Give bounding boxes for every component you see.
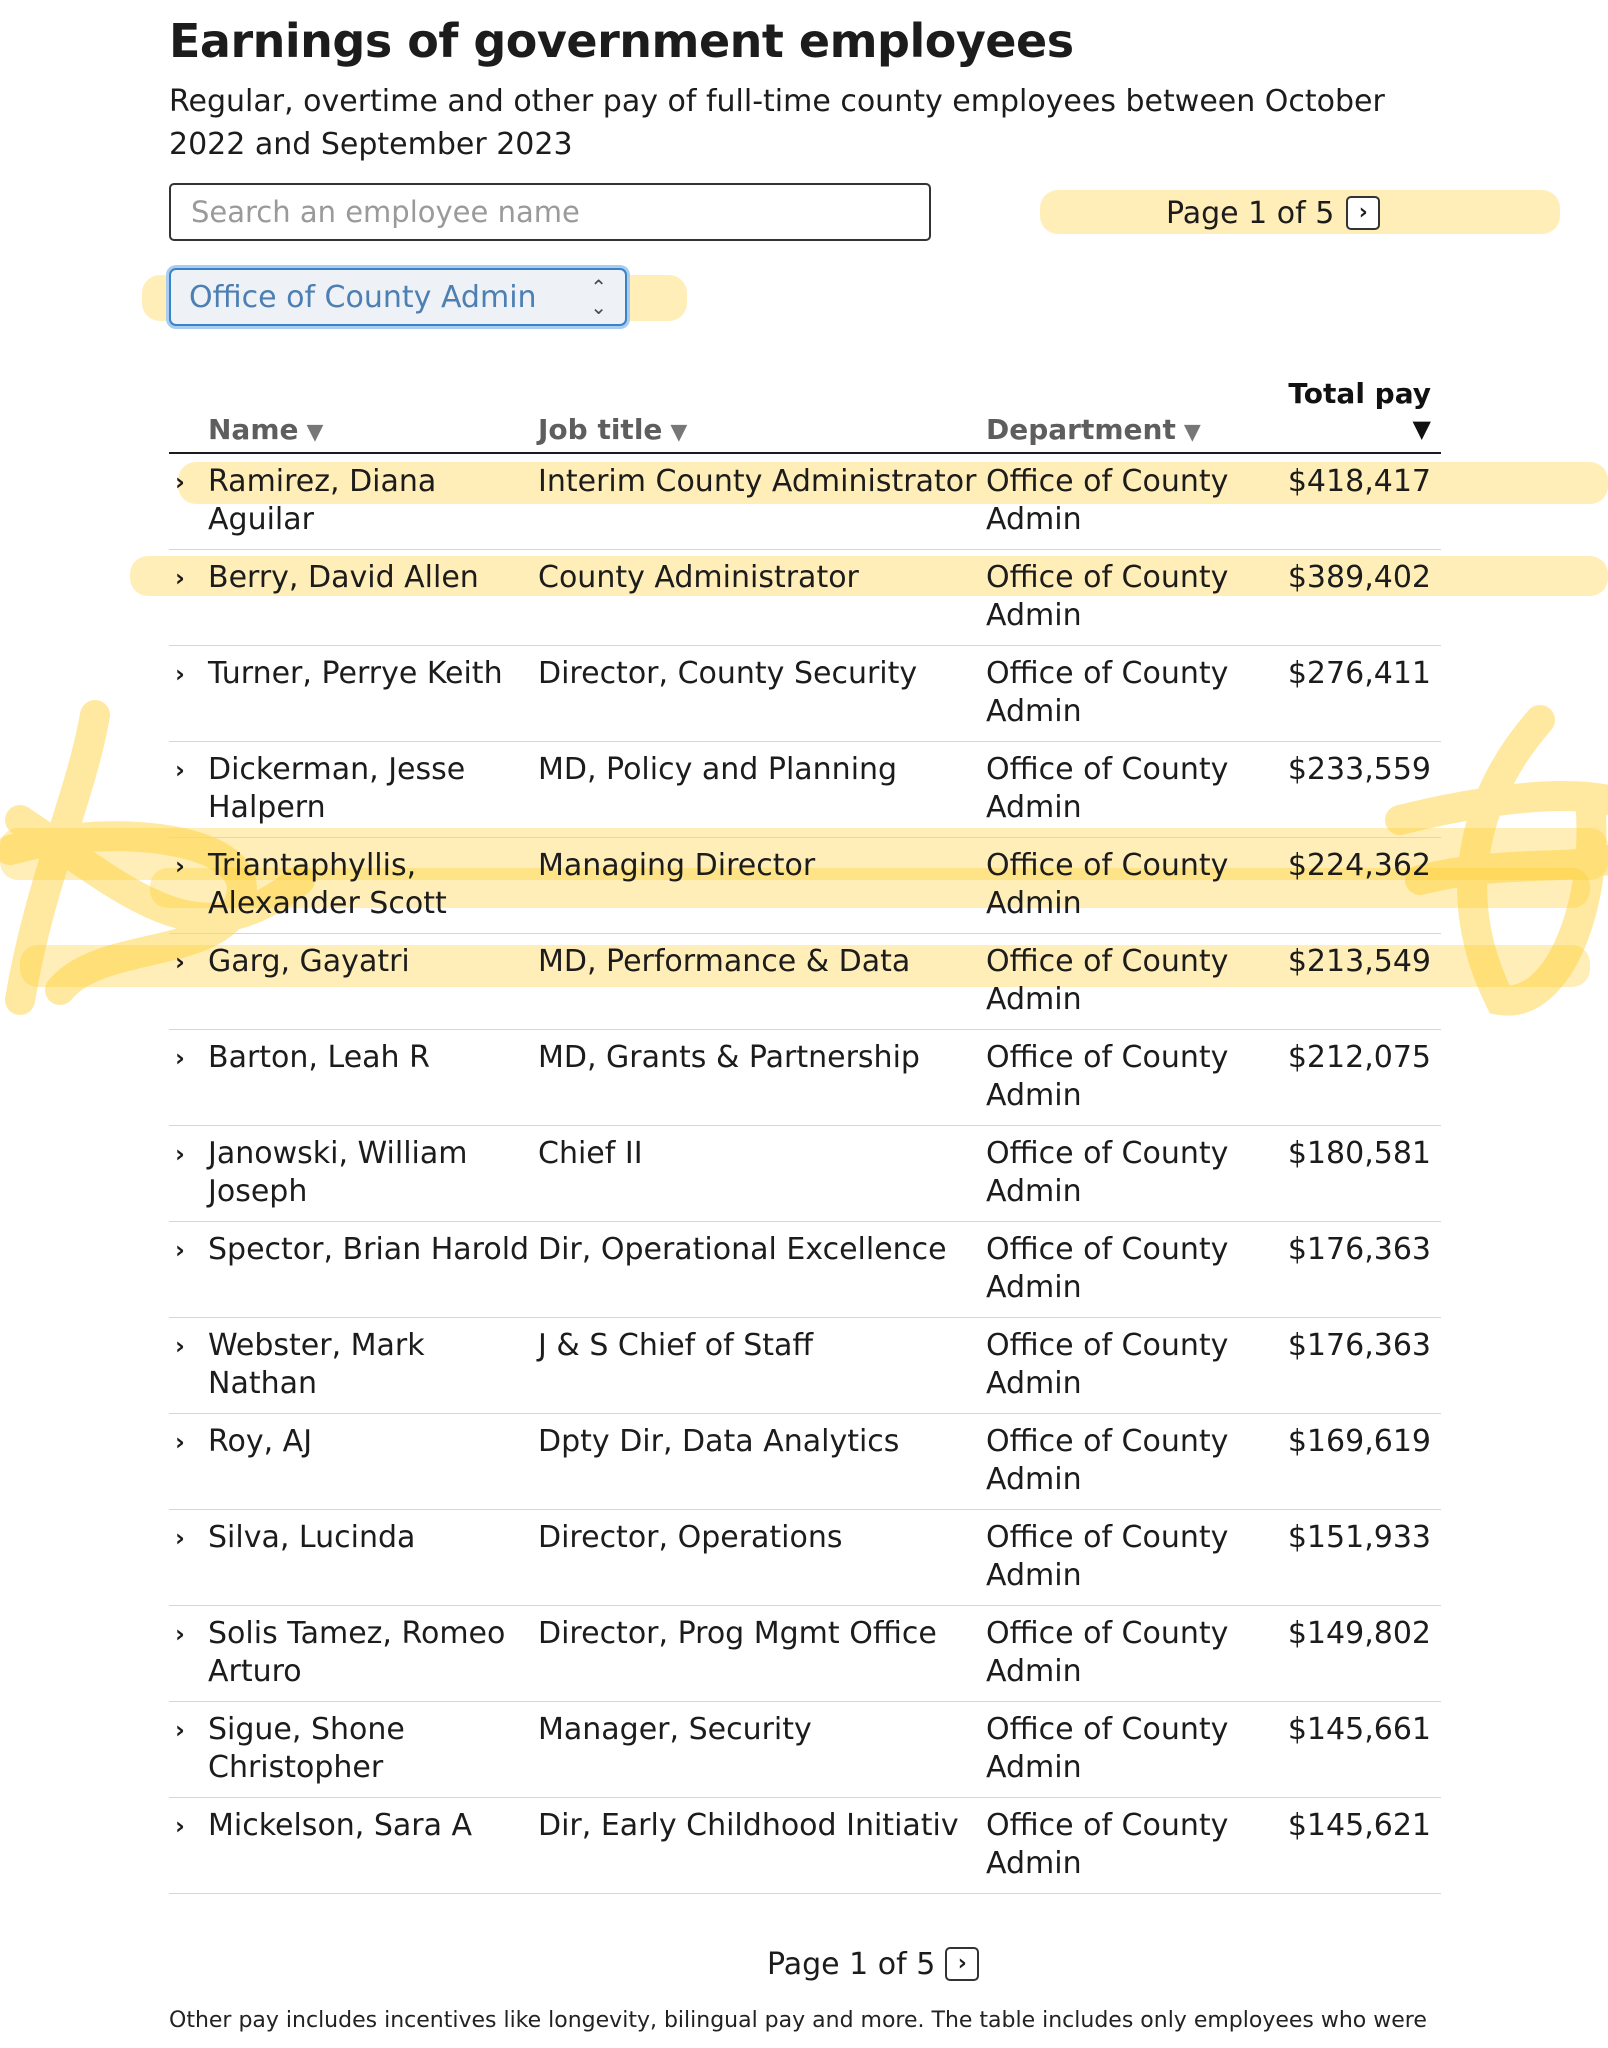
cell-department: Office of County Admin [986, 645, 1281, 741]
cell-name [169, 837, 538, 933]
column-header-department[interactable]: Department ▼ [986, 350, 1281, 453]
cell-total-pay: $145,661 [1281, 1701, 1441, 1797]
chevron-right-icon[interactable]: › [175, 1235, 185, 1264]
cell-job-title: MD, Performance & Data [538, 933, 986, 1029]
cell-name [169, 933, 538, 1029]
cell-total-pay: $276,411 [1281, 645, 1441, 741]
next-page-button[interactable] [1346, 196, 1380, 230]
employee-name: Dickerman, Jesse Halpern [208, 751, 466, 825]
chevron-right-icon: › [1358, 200, 1368, 225]
chevron-right-icon[interactable]: › [175, 1139, 185, 1168]
cell-department: Office of County Admin [986, 1221, 1281, 1317]
page-title: Earnings of government employees [169, 14, 1074, 68]
up-down-chevron-icon: ⌃ ⌄ [590, 275, 607, 319]
cell-department: Office of County Admin [986, 1797, 1281, 1893]
chevron-right-icon[interactable]: › [175, 1619, 185, 1648]
cell-department: Office of County Admin [986, 1413, 1281, 1509]
footnote: Other pay includes incentives like longevity, bilingual pay and more. The table includes only employees who were [169, 2008, 1427, 2033]
cell-job-title: Managing Director [538, 837, 986, 933]
chevron-right-icon[interactable]: › [175, 1331, 185, 1360]
cell-department: Office of County Admin [986, 1317, 1281, 1413]
cell-job-title: Director, County Security [538, 645, 986, 741]
cell-department: Office of County Admin [986, 837, 1281, 933]
employee-name: Silva, Lucinda [208, 1519, 416, 1555]
chevron-right-icon[interactable]: › [175, 1715, 185, 1744]
page-indicator: Page 1 of 5 [767, 1946, 936, 1982]
cell-total-pay: $389,402 [1281, 549, 1441, 645]
cell-name [169, 1125, 538, 1221]
page-indicator: Page 1 of 5 [1166, 195, 1335, 231]
chevron-right-icon[interactable]: › [175, 659, 185, 688]
cell-department: Office of County Admin [986, 1605, 1281, 1701]
earnings-table [169, 350, 1441, 1894]
column-header-job-title[interactable]: Job title ▼ [538, 350, 986, 453]
cell-total-pay: $176,363 [1281, 1317, 1441, 1413]
table-row[interactable] [169, 1509, 1441, 1605]
chevron-right-icon[interactable]: › [175, 1043, 185, 1072]
cell-total-pay: $145,621 [1281, 1797, 1441, 1893]
cell-total-pay: $176,363 [1281, 1221, 1441, 1317]
table-row[interactable] [169, 837, 1441, 933]
cell-name [169, 1221, 538, 1317]
cell-name [169, 1701, 538, 1797]
table-row[interactable] [169, 1797, 1441, 1893]
page-subtitle: Regular, overtime and other pay of full-time county employees between October 2022 and September 2023 [169, 84, 1385, 162]
cell-job-title: Manager, Security [538, 1701, 986, 1797]
chevron-right-icon[interactable]: › [175, 755, 185, 784]
table-row[interactable] [169, 1221, 1441, 1317]
chevron-right-icon[interactable]: › [175, 563, 185, 592]
cell-job-title: Dir, Operational Excellence [538, 1221, 986, 1317]
cell-department: Office of County Admin [986, 1125, 1281, 1221]
cell-total-pay: $233,559 [1281, 741, 1441, 837]
cell-department: Office of County Admin [986, 741, 1281, 837]
cell-job-title: Interim County Administrator [538, 453, 986, 549]
chevron-right-icon[interactable]: › [175, 468, 185, 496]
cell-job-title: Director, Operations [538, 1509, 986, 1605]
column-header-total-pay[interactable]: Total pay ▼ [1281, 350, 1441, 453]
table-row[interactable] [169, 1605, 1441, 1701]
cell-department: Office of County Admin [986, 1509, 1281, 1605]
cell-total-pay: $418,417 [1281, 453, 1441, 549]
cell-name [169, 549, 538, 645]
table-body [169, 453, 1441, 1893]
employee-name: Barton, Leah R [208, 1039, 430, 1075]
chevron-right-icon[interactable]: › [175, 947, 185, 976]
employee-name: Janowski, William Joseph [208, 1135, 468, 1209]
department-select[interactable] [169, 268, 627, 326]
employee-name: Spector, Brian Harold [208, 1231, 530, 1267]
employee-name: Webster, Mark Nathan [208, 1327, 425, 1401]
table-row[interactable] [169, 549, 1441, 645]
cell-total-pay: $149,802 [1281, 1605, 1441, 1701]
column-header-name[interactable]: Name ▼ [169, 350, 538, 453]
cell-total-pay: $224,362 [1281, 837, 1441, 933]
employee-name: Berry, David Allen [208, 559, 479, 595]
cell-name [169, 741, 538, 837]
cell-department: Office of County Admin [986, 1029, 1281, 1125]
table-row[interactable] [169, 933, 1441, 1029]
department-select-value: Office of County Admin [189, 279, 537, 315]
cell-department: Office of County Admin [986, 1701, 1281, 1797]
table-row[interactable] [169, 1029, 1441, 1125]
cell-job-title: Dpty Dir, Data Analytics [538, 1413, 986, 1509]
cell-department: Office of County Admin [986, 549, 1281, 645]
employee-name: Turner, Perrye Keith [208, 655, 503, 691]
employee-name: Solis Tamez, Romeo Arturo [208, 1615, 506, 1689]
chevron-right-icon: › [957, 1951, 967, 1976]
table-row[interactable] [169, 741, 1441, 837]
next-page-button[interactable] [945, 1947, 979, 1981]
cell-department: Office of County Admin [986, 933, 1281, 1029]
chevron-right-icon[interactable]: › [175, 851, 185, 880]
sort-down-triangle-icon: ▼ [1412, 415, 1431, 443]
cell-name [169, 453, 538, 549]
search-input[interactable] [169, 183, 931, 241]
cell-job-title: County Administrator [538, 549, 986, 645]
cell-job-title: Director, Prog Mgmt Office [538, 1605, 986, 1701]
cell-department: Office of County Admin [986, 453, 1281, 549]
table-row[interactable] [169, 1125, 1441, 1221]
chevron-right-icon[interactable]: › [175, 1427, 185, 1456]
sort-down-triangle-icon: ▼ [1183, 420, 1201, 445]
chevron-right-icon[interactable]: › [175, 1811, 185, 1840]
employee-name: Triantaphyllis, Alexander Scott [208, 847, 447, 921]
cell-job-title: J & S Chief of Staff [538, 1317, 986, 1413]
pagination-top [1166, 193, 1380, 233]
cell-total-pay: $212,075 [1281, 1029, 1441, 1125]
pagination-bottom [767, 1944, 979, 1984]
cell-name [169, 1317, 538, 1413]
cell-name [169, 1413, 538, 1509]
cell-total-pay: $151,933 [1281, 1509, 1441, 1605]
cell-job-title: Dir, Early Childhood Initiativ [538, 1797, 986, 1893]
employee-name: Ramirez, Diana Aguilar [208, 464, 437, 537]
cell-name [169, 645, 538, 741]
cell-name [169, 1029, 538, 1125]
table-row[interactable] [169, 1317, 1441, 1413]
cell-job-title: MD, Policy and Planning [538, 741, 986, 837]
employee-name: Roy, AJ [208, 1423, 313, 1459]
table-row[interactable] [169, 645, 1441, 741]
sort-down-triangle-icon: ▼ [306, 420, 324, 445]
cell-job-title: Chief II [538, 1125, 986, 1221]
employee-name: Sigue, Shone Christopher [208, 1711, 405, 1785]
table-row[interactable] [169, 1413, 1441, 1509]
cell-job-title: MD, Grants & Partnership [538, 1029, 986, 1125]
table-header-row [169, 350, 1441, 453]
cell-total-pay: $180,581 [1281, 1125, 1441, 1221]
cell-total-pay: $213,549 [1281, 933, 1441, 1029]
table-row[interactable] [169, 1701, 1441, 1797]
cell-name [169, 1509, 538, 1605]
employee-name: Mickelson, Sara A [208, 1807, 473, 1843]
chevron-right-icon[interactable]: › [175, 1523, 185, 1552]
cell-name [169, 1605, 538, 1701]
cell-total-pay: $169,619 [1281, 1413, 1441, 1509]
cell-name [169, 1797, 538, 1893]
sort-down-triangle-icon: ▼ [670, 420, 688, 445]
employee-name: Garg, Gayatri [208, 943, 410, 979]
table-row[interactable] [169, 453, 1441, 549]
